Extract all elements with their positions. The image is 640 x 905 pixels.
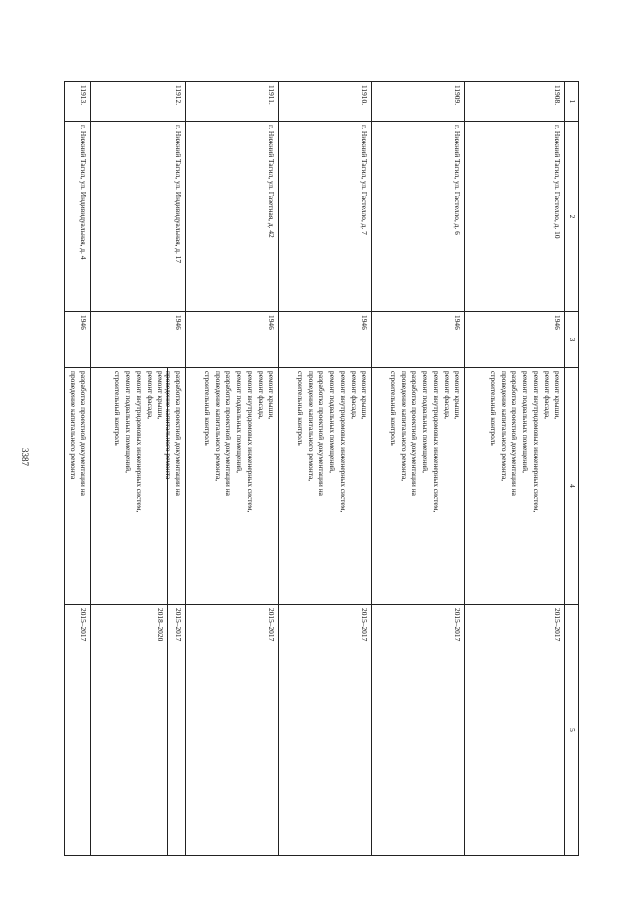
row-number: 11910. [279, 82, 372, 122]
work-line: ремонт внутридомовых инженерных систем, [134, 371, 144, 513]
row-year: 1946 [186, 312, 279, 368]
row-address: г. Нижний Тагил, ул. Гастелло, д. 10 [465, 122, 565, 312]
row-works [186, 368, 279, 605]
table-row [372, 82, 465, 856]
works-group [163, 368, 185, 604]
period-cell: 2018–2020 [91, 605, 168, 855]
row-year: 1946 [64, 312, 90, 368]
work-line: ремонт подвальных помещений, [328, 371, 338, 473]
work-line: разработка проектной документации на [174, 371, 184, 496]
work-line: ремонт подвальных помещений, [235, 371, 245, 473]
row-address: г. Нижний Тагил, ул. Газетная, д. 42 [186, 122, 279, 312]
work-line: ремонт внутридомовых инженерных систем, [431, 371, 441, 513]
work-line: ремонт внутридомовых инженерных систем, [245, 371, 255, 513]
work-line: проведение капитального ремонта [68, 371, 78, 480]
work-line: разработка проектной документации на [317, 371, 327, 496]
work-line: строительный контроль [202, 371, 212, 446]
work-line: проведение капитального ремонта, [213, 371, 223, 482]
row-works [64, 368, 90, 605]
work-line: разработка проектной документации на [79, 371, 89, 496]
work-line: ремонт крыши, [156, 371, 166, 420]
period-cell: 2015–2017 [174, 608, 184, 642]
header-row [565, 82, 579, 856]
work-line: ремонт подвальных помещений, [521, 371, 531, 473]
work-line: ремонт фасада, [256, 371, 266, 419]
work-line: ремонт фасада, [442, 371, 452, 419]
header-cell: 1 [565, 82, 579, 122]
work-line: разработка проектной документации на [410, 371, 420, 496]
row-year: 1946 [372, 312, 465, 368]
header-cell: 2 [565, 122, 579, 312]
work-line: проведение капитального ремонта, [499, 371, 509, 482]
work-line: ремонт внутридомовых инженерных систем, [531, 371, 541, 513]
header-cell: 3 [565, 312, 579, 368]
row-period: 2015–2017 [465, 605, 565, 856]
row-number: 11913. [64, 82, 90, 122]
work-line: ремонт крыши, [267, 371, 277, 420]
row-works [372, 368, 465, 605]
work-line: ремонт крыши, [553, 371, 563, 420]
row-number: 11908. [465, 82, 565, 122]
row-number: 11909. [372, 82, 465, 122]
work-line: разработка проектной документации на [510, 371, 520, 496]
work-line: разработка проектной документации на [224, 371, 234, 496]
row-year: 1946 [91, 312, 186, 368]
table-row [64, 82, 90, 856]
row-address: г. Нижний Тагил, ул. Индивидуальная, д. 17 [91, 122, 186, 312]
table-row [186, 82, 279, 856]
row-period: 2015–2017 [64, 605, 90, 856]
work-line: строительный контроль [488, 371, 498, 446]
row-period: 2015–2017 [186, 605, 279, 856]
header-cell: 5 [565, 605, 579, 856]
row-works [279, 368, 372, 605]
table-container [68, 81, 579, 855]
table-row [465, 82, 565, 856]
row-works [91, 368, 186, 605]
row-period: 2015–2017 [279, 605, 372, 856]
row-year: 1946 [279, 312, 372, 368]
work-line: ремонт крыши, [360, 371, 370, 420]
work-line: ремонт подвальных помещений, [421, 371, 431, 473]
row-number: 11912. [91, 82, 186, 122]
work-line: ремонт фасада, [349, 371, 359, 419]
page-number: 3387 [20, 448, 30, 466]
row-address: г. Нижний Тагил, ул. Гастелло, д. 6 [372, 122, 465, 312]
row-address: г. Нижний Тагил, ул. Гастелло, д. 7 [279, 122, 372, 312]
work-line: проведение капитального ремонта [163, 371, 173, 480]
table-row [279, 82, 372, 856]
work-line: проведение капитального ремонта, [399, 371, 409, 482]
row-number: 11911. [186, 82, 279, 122]
work-line: строительный контроль [295, 371, 305, 446]
work-line: ремонт подвальных помещений, [124, 371, 134, 473]
work-line: строительный контроль [388, 371, 398, 446]
row-period: 2015–2017 [372, 605, 465, 856]
work-line: ремонт крыши, [453, 371, 463, 420]
works-group [91, 368, 168, 604]
row-year: 1946 [465, 312, 565, 368]
row-period [91, 605, 186, 856]
work-line: ремонт внутридомовых инженерных систем, [338, 371, 348, 513]
work-line: ремонт фасада, [542, 371, 552, 419]
row-works [465, 368, 565, 605]
repair-program-table [64, 81, 579, 856]
work-line: строительный контроль [113, 371, 123, 446]
work-line: ремонт фасада, [145, 371, 155, 419]
header-cell: 4 [565, 368, 579, 605]
work-line: проведение капитального ремонта, [306, 371, 316, 482]
table-row [91, 82, 186, 856]
row-address: г. Нижний Тагил, ул. Индивидуальная, д. 4 [64, 122, 90, 312]
